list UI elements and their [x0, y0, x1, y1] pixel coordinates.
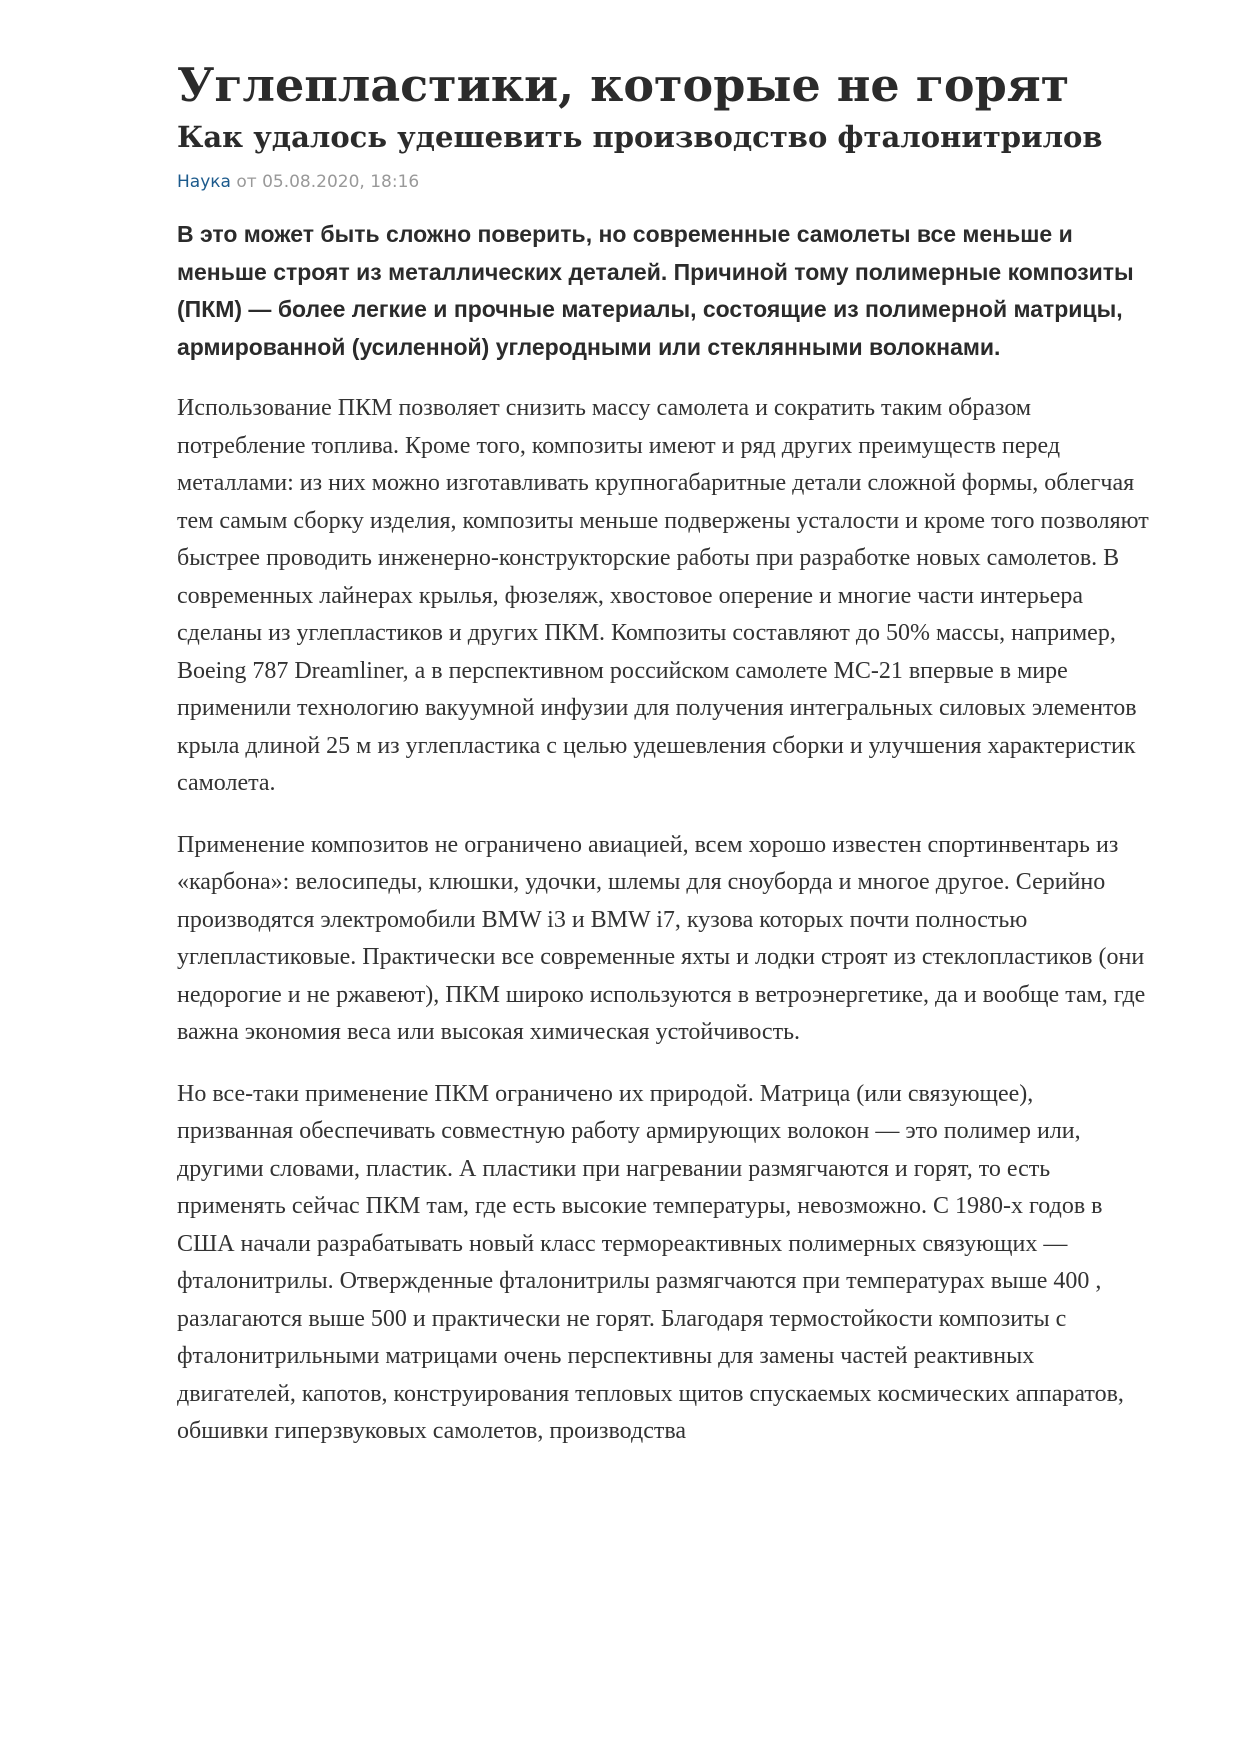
article: [177, 54, 1152, 1451]
body-paragraph-1: Использование ПКМ позволяет снизить массу самолета и сократить таким образом потребление топлива. Кроме того, композиты имеют и ряд других преимуществ перед металлами: из них можно изготавливать крупногабаритные детали сложной формы, облегчая тем самым сборку изделия, композиты меньше подвержены усталости и кроме того позволяют быстрее проводить инженерно-конструкторские работы при разработке новых самолетов. В современных лайнерах крылья, фюзеляж, хвостовое оперение и многие части интерьера сделаны из углепластиков и других ПКМ. Композиты составляют до 50% массы, например, Boeing 787 Dreamliner, а в перспективном российском самолете МС-21 впервые в мире применили технологию вакуумной инфузии для получения интегральных силовых элементов крыла длиной 25 м из углепластика с целью удешевления сборки и улучшения характеристик самолета.: [177, 395, 1149, 796]
rubric-link[interactable]: Наука: [177, 172, 231, 192]
article-title: Углепластики, которые не горят: [177, 58, 1070, 112]
body-paragraph-2: Применение композитов не ограничено авиацией, всем хорошо известен спортинвентарь из «карбона»: велосипеды, клюшки, удочки, шлемы для сноуборда и многое другое. Серийно производятся электромобили BMW i3 и BMW i7, кузова которых почти полностью углепластиковые. Практически все современные яхты и лодки строят из стеклопластиков (они недорогие и не ржавеют), ПКМ широко используются в ветроэнергетике, да и вообще там, где важна экономия веса или высокая химическая устойчивость.: [177, 831, 1146, 1045]
article-lead: В это может быть сложно поверить, но современные самолеты все меньше и меньше строят из металлических деталей. Причиной тому полимерные композиты (ПКМ) — более легкие и прочные материалы, состоящие из полимерной матрицы, армированной (усиленной) углеродными или стеклянными волокнами.: [177, 221, 1134, 360]
date-prefix: от: [236, 172, 257, 192]
article-meta: [177, 170, 1152, 194]
body-paragraph-3: Но все-таки применение ПКМ ограничено их природой. Матрица (или связующее), призванная обеспечивать совместную работу армирующих волокон — это полимер или, другими словами, пластик. А пластики при нагревании размягчаются и горят, то есть применять сейчас ПКМ там, где есть высокие температуры, невозможно. С 1980-х годов в США начали разрабатывать новый класс термореактивных полимерных связующих — фталонитрилы. Отвержденные фталонитрилы размягчаются при температурах выше 400 , разлагаются выше 500 и практически не горят. Благодаря термостойкости композиты с фталонитрильными матрицами очень перспективны для замены частей реактивных двигателей, капотов, конструирования тепловых щитов спускаемых космических аппаратов, обшивки гиперзвуковых самолетов, производства: [177, 1080, 1124, 1444]
article-subtitle: Как удалось удешевить производство фталонитрилов: [177, 120, 1103, 154]
publish-datetime: 05.08.2020, 18:16: [262, 172, 420, 192]
